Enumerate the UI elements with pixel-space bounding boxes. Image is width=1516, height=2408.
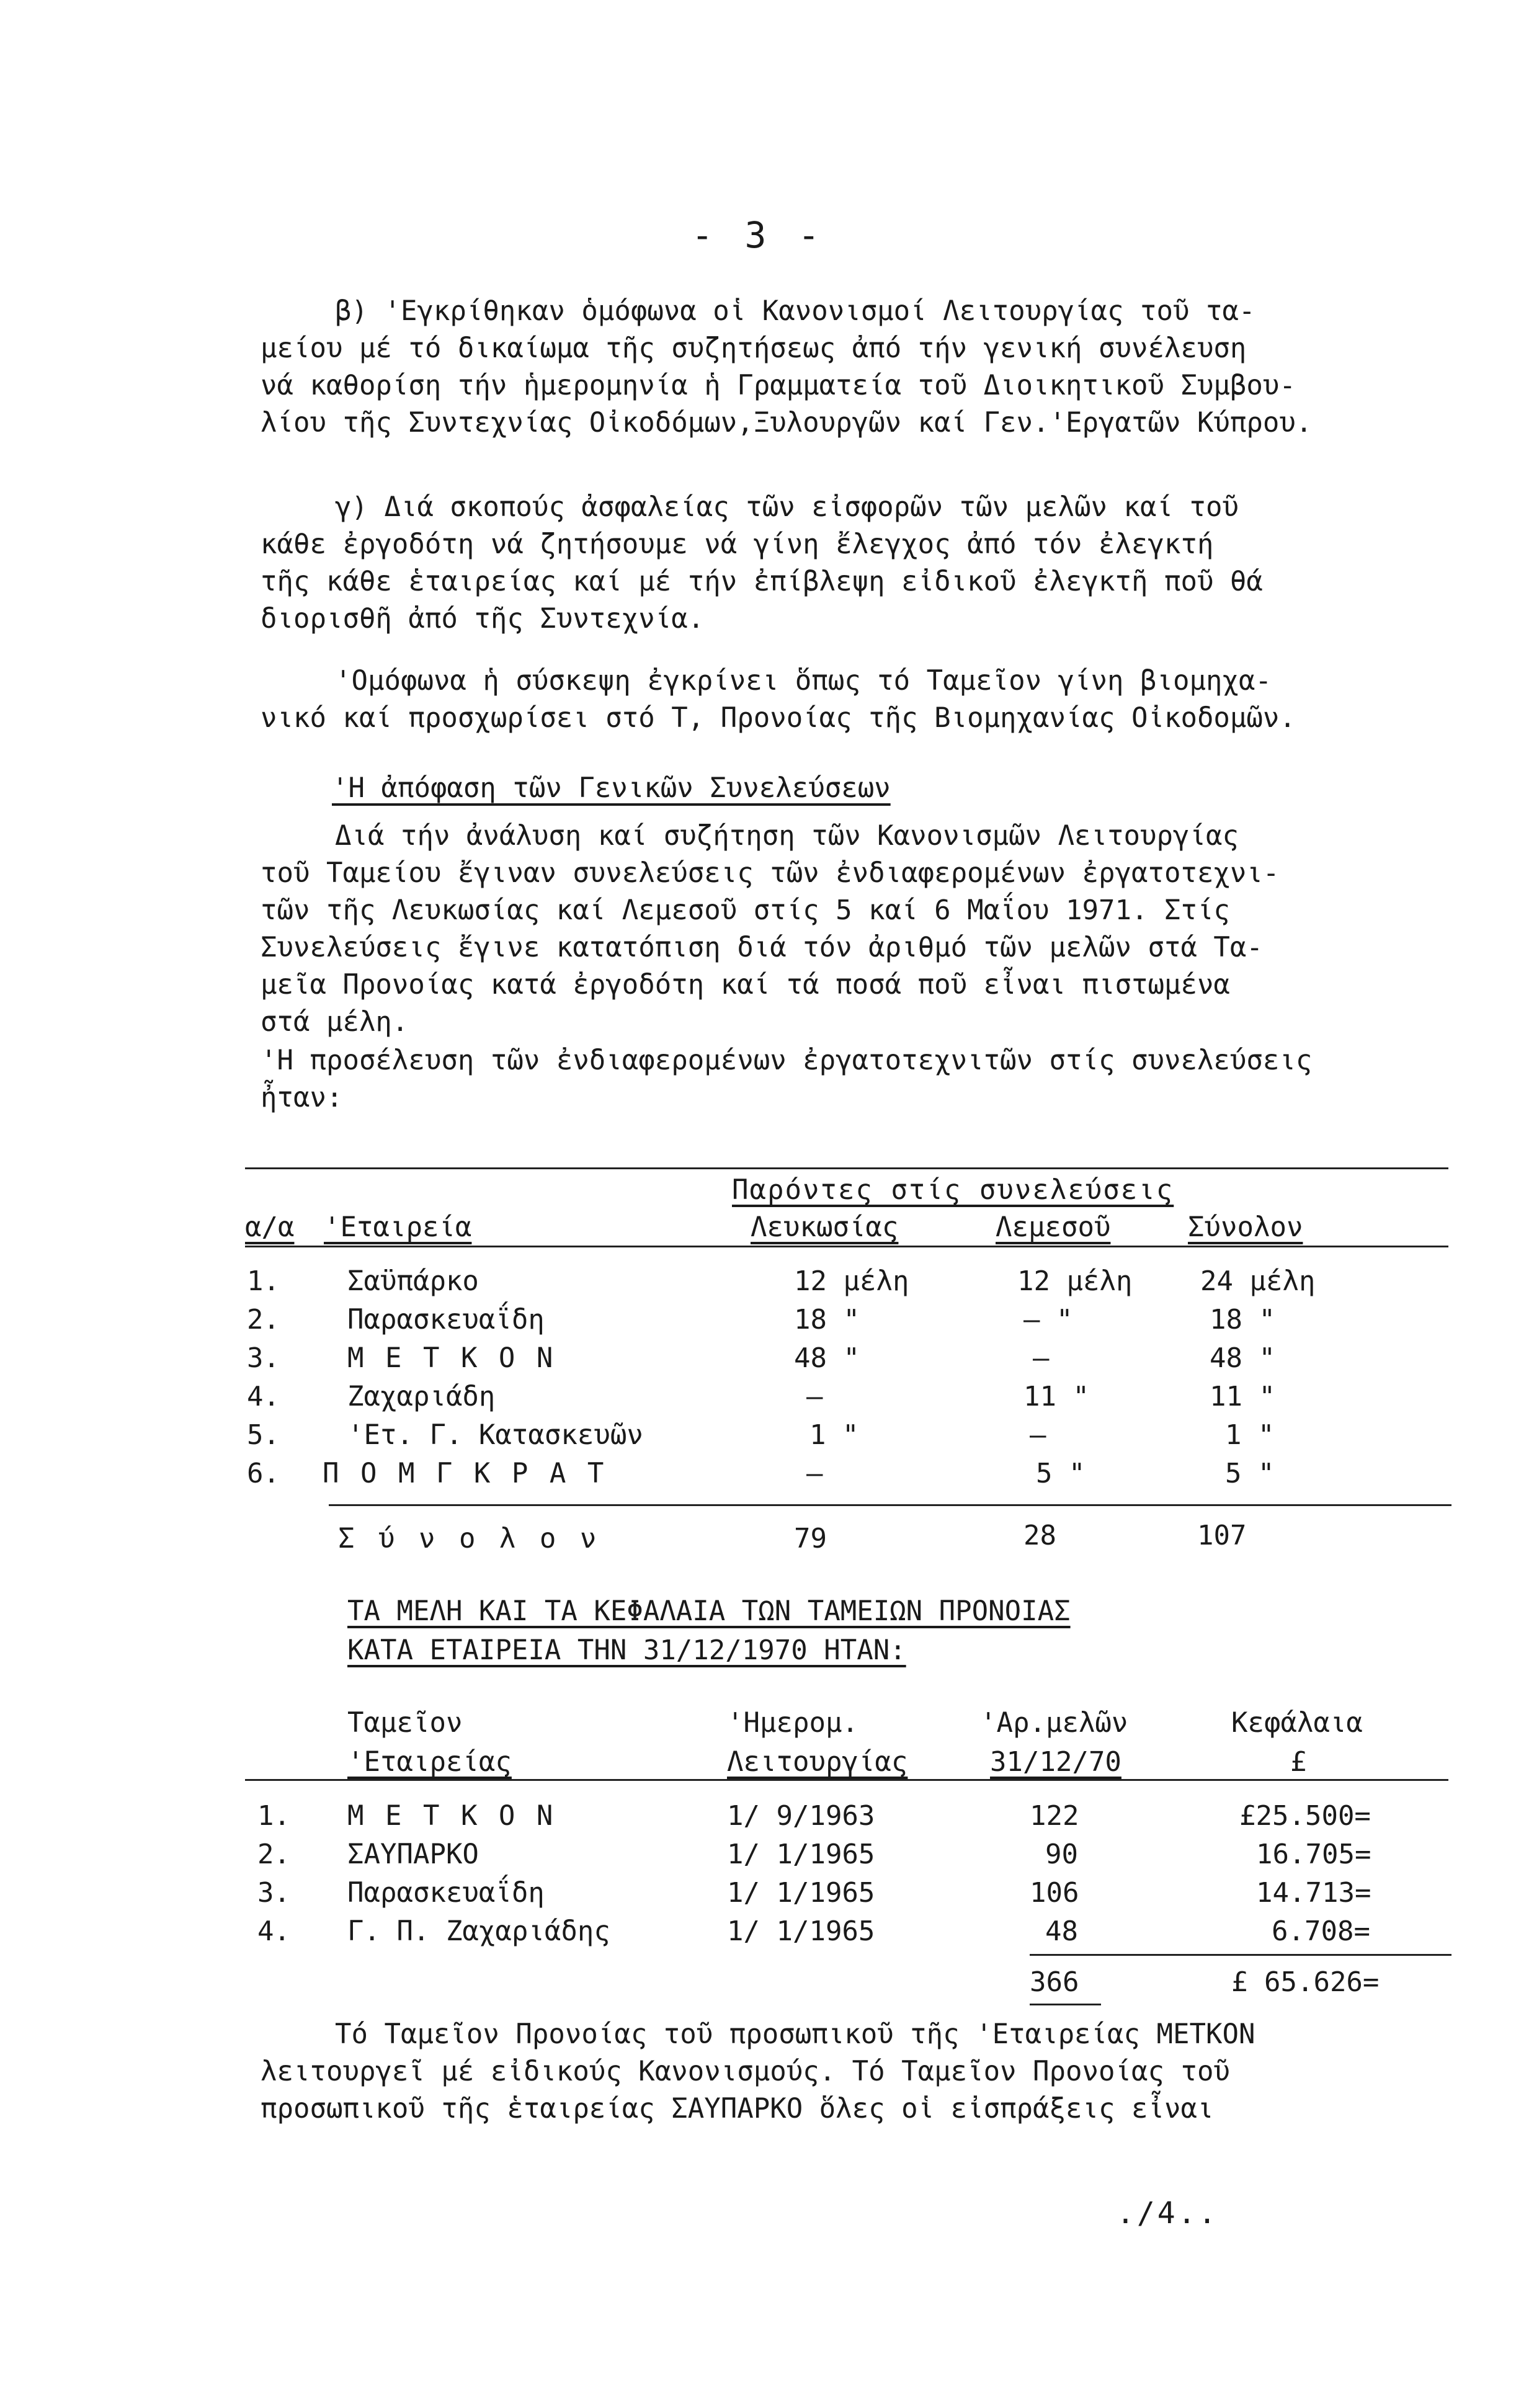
total-count: 24 μέλη <box>1200 1265 1316 1297</box>
page-number: - 3 - <box>691 214 825 256</box>
member-count: 122 <box>1030 1800 1079 1832</box>
capital-amount: 14.713= <box>1256 1877 1371 1909</box>
nicosia-count: – <box>806 1381 823 1412</box>
row-number: 4. <box>247 1381 280 1412</box>
table-group-header: Παρόντες στίς συνελεύσεις <box>732 1174 1174 1206</box>
total-count: 1 " <box>1225 1419 1275 1451</box>
limassol-count: 12 μέλη <box>1017 1265 1133 1297</box>
text-line: κάθε ἐργοδότη νά ζητήσουμε νά γίνη ἔλεγχος ἀπό τόν ἐλεγκτή <box>261 528 1214 560</box>
total-count: 48 " <box>1210 1342 1275 1374</box>
company-name: Μ Ε Τ Κ Ο Ν <box>347 1800 556 1832</box>
column-header-fund-sub: 'Εταιρείας <box>347 1746 512 1778</box>
text-line: 'Ομόφωνα ἡ σύσκεψη ἐγκρίνει ὅπως τό Ταμεῖον γίνη βιομηχα- <box>335 665 1272 697</box>
text-line: Συνελεύσεις ἔγινε κατατόπιση διά τόν ἀριθμό τῶν μελῶν στά Τα- <box>261 932 1263 963</box>
text-line: προσωπικοῦ τῆς ἑταιρείας ΣΑΥΠΑΡΚΟ ὅλες οἱ εἰσπράξεις εἶναι <box>261 2093 1214 2125</box>
row-number: 6. <box>247 1458 280 1489</box>
text-line: γ) Διά σκοπούς ἀσφαλείας τῶν εἰσφορῶν τῶν μελῶν καί τοῦ <box>335 491 1239 523</box>
column-header-members-sub: 31/12/70 <box>990 1746 1121 1778</box>
text-line: διορισθῆ ἀπό τῆς Συντεχνία. <box>261 603 705 635</box>
text-line: 'Η προσέλευση τῶν ἐνδιαφερομένων ἐργατοτεχνιτῶν στίς συνελεύσεις <box>261 1045 1313 1076</box>
total-count: 18 " <box>1210 1304 1275 1336</box>
row-number: 5. <box>247 1419 280 1451</box>
company-name: Παρασκευαΐδη <box>347 1877 545 1909</box>
capital-amount: £25.500= <box>1239 1800 1371 1832</box>
text-line: στά μέλη. <box>261 1006 409 1038</box>
limassol-count: – <box>1033 1342 1050 1374</box>
limassol-count: 5 " <box>1036 1458 1086 1489</box>
company-name: Ζαχαριάδη <box>347 1381 496 1412</box>
company-name: Παρασκευαΐδη <box>347 1304 545 1336</box>
limassol-count: – " <box>1023 1304 1073 1336</box>
column-header-capital: Κεφάλαια <box>1231 1707 1363 1739</box>
row-number: 2. <box>247 1304 280 1336</box>
nicosia-count: – <box>806 1458 823 1489</box>
nicosia-count: 48 " <box>794 1342 860 1374</box>
table-rule <box>1030 2004 1101 2005</box>
text-line: μείου μέ τό δικαίωμα τῆς συζητήσεως ἀπό τήν γενική συνέλευση <box>261 332 1247 364</box>
row-number: 3. <box>247 1342 280 1374</box>
member-count: 90 <box>1045 1839 1078 1870</box>
row-number: 2. <box>257 1839 290 1870</box>
company-name: Γ. Π. Ζαχαριάδης <box>347 1915 610 1947</box>
start-date: 1/ 1/1965 <box>727 1915 875 1947</box>
column-header-members: 'Αρ.μελῶν <box>980 1707 1128 1739</box>
grand-total: 107 <box>1197 1520 1247 1551</box>
text-line: Τό Ταμεῖον Προνοίας τοῦ προσωπικοῦ τῆς 'Εταιρείας ΜΕΤΚΟΝ <box>335 2018 1255 2050</box>
text-line: ἦταν: <box>261 1082 343 1113</box>
row-number: 1. <box>247 1265 280 1297</box>
paragraph-final <box>261 2016 1255 2128</box>
company-name: ΣΑΥΠΑΡΚΟ <box>347 1839 479 1870</box>
row-number: 3. <box>257 1877 290 1909</box>
text-line: νικό καί προσχωρίσει στό Τ, Προνοίας τῆς Βιομηχανίας Οἰκοδομῶν. <box>261 702 1296 734</box>
text-line: τῶν τῆς Λευκωσίας καί Λεμεσοῦ στίς 5 καί 6 Μαΐου 1971. Στίς <box>261 894 1230 926</box>
column-header-capital-sub: £ <box>1290 1746 1307 1778</box>
table-rule <box>245 1779 1448 1781</box>
total-count: 11 " <box>1210 1381 1275 1412</box>
text-line: τῆς κάθε ἑταιρείας καί μέ τήν ἐπίβλεψη εἰδικοῦ ἐλεγκτῆ ποῦ θά <box>261 566 1263 597</box>
text-line: λίου τῆς Συντεχνίας Οἰκοδόμων,Ξυλουργῶν καί Γεν.'Εργατῶν Κύπρου. <box>261 407 1313 439</box>
nicosia-count: 1 " <box>809 1419 859 1451</box>
table-rule <box>1030 1954 1451 1956</box>
total-count: 5 " <box>1225 1458 1275 1489</box>
column-header-no: α/α <box>245 1211 295 1243</box>
start-date: 1/ 9/1963 <box>727 1800 875 1832</box>
text-line: λειτουργεῖ μέ εἰδικούς Κανονισμούς. Τό Ταμεῖον Προνοίας τοῦ <box>261 2056 1230 2087</box>
paragraph-beta <box>261 293 1313 442</box>
start-date: 1/ 1/1965 <box>727 1839 875 1870</box>
column-header-nicosia: Λευκωσίας <box>751 1211 899 1243</box>
company-name: Σαϋπάρκο <box>347 1265 479 1297</box>
paragraph-meetings <box>261 818 1280 1041</box>
column-header-date-sub: Λειτουργίας <box>727 1746 908 1778</box>
members-total: 366 <box>1030 1966 1079 1998</box>
column-header-limassol: Λεμεσοῦ <box>996 1211 1111 1243</box>
member-count: 48 <box>1045 1915 1078 1947</box>
column-header-total: Σύνολον <box>1188 1211 1303 1243</box>
limassol-count: 11 " <box>1023 1381 1089 1412</box>
company-name: 'Ετ. Γ. Κατασκευῶν <box>347 1419 643 1451</box>
table-rule <box>329 1504 1451 1506</box>
total-label: Σ ύ ν ο λ ο ν <box>338 1523 600 1554</box>
capital-total: £ 65.626= <box>1231 1966 1380 1998</box>
column-header-fund: Ταμεῖον <box>347 1707 463 1739</box>
row-number: 4. <box>257 1915 290 1947</box>
text-line: νά καθορίση τήν ἡμερομηνία ἡ Γραμματεία τοῦ Διοικητικοῦ Συμβου- <box>261 370 1296 401</box>
continuation-marker: ./4.. <box>1117 2196 1219 2231</box>
text-line: β) 'Εγκρίθηκαν ὁμόφωνα οἱ Κανονισμοί Λειτουργίας τοῦ τα- <box>335 295 1255 327</box>
company-name: Μ Ε Τ Κ Ο Ν <box>347 1342 556 1374</box>
column-header-date: 'Ημερομ. <box>727 1707 858 1739</box>
paragraph-consent <box>261 662 1296 737</box>
limassol-total: 28 <box>1023 1520 1056 1551</box>
nicosia-total: 79 <box>794 1523 827 1554</box>
funds-heading-line-2: ΚΑΤΑ ΕΤΑΙΡΕΙΑ ΤΗΝ 31/12/1970 ΗΤΑΝ: <box>347 1634 906 1666</box>
paragraph-gamma <box>261 489 1263 638</box>
capital-amount: 6.708= <box>1272 1915 1370 1947</box>
table-rule <box>245 1167 1448 1169</box>
column-header-company: 'Εταιρεία <box>324 1211 472 1243</box>
nicosia-count: 18 " <box>794 1304 860 1336</box>
limassol-count: – <box>1030 1419 1046 1451</box>
capital-amount: 16.705= <box>1256 1839 1371 1870</box>
company-name: Π Ο Μ Γ Κ Ρ Α Τ <box>323 1458 607 1489</box>
table-rule <box>245 1246 1448 1247</box>
text-line: τοῦ Ταμείου ἔγιναν συνελεύσεις τῶν ἐνδιαφερομένων ἐργατοτεχνι- <box>261 857 1280 889</box>
funds-heading-line-1: ΤΑ ΜΕΛΗ ΚΑΙ ΤΑ ΚΕΦΑΛΑΙΑ ΤΩΝ ΤΑΜΕΙΩΝ ΠΡΟΝΟΙΑΣ <box>347 1595 1071 1627</box>
member-count: 106 <box>1030 1877 1079 1909</box>
row-number: 1. <box>257 1800 290 1832</box>
paragraph-attendance <box>261 1042 1312 1117</box>
text-line: Διά τήν ἀνάλυση καί συζήτηση τῶν Κανονισμῶν Λειτουργίας <box>335 820 1239 852</box>
start-date: 1/ 1/1965 <box>727 1877 875 1909</box>
decision-heading: 'Η ἀπόφαση τῶν Γενικῶν Συνελεύσεων <box>332 772 891 804</box>
nicosia-count: 12 μέλη <box>794 1265 909 1297</box>
text-line: μεῖα Προνοίας κατά ἐργοδότη καί τά ποσά ποῦ εἶναι πιστωμένα <box>261 969 1230 1001</box>
